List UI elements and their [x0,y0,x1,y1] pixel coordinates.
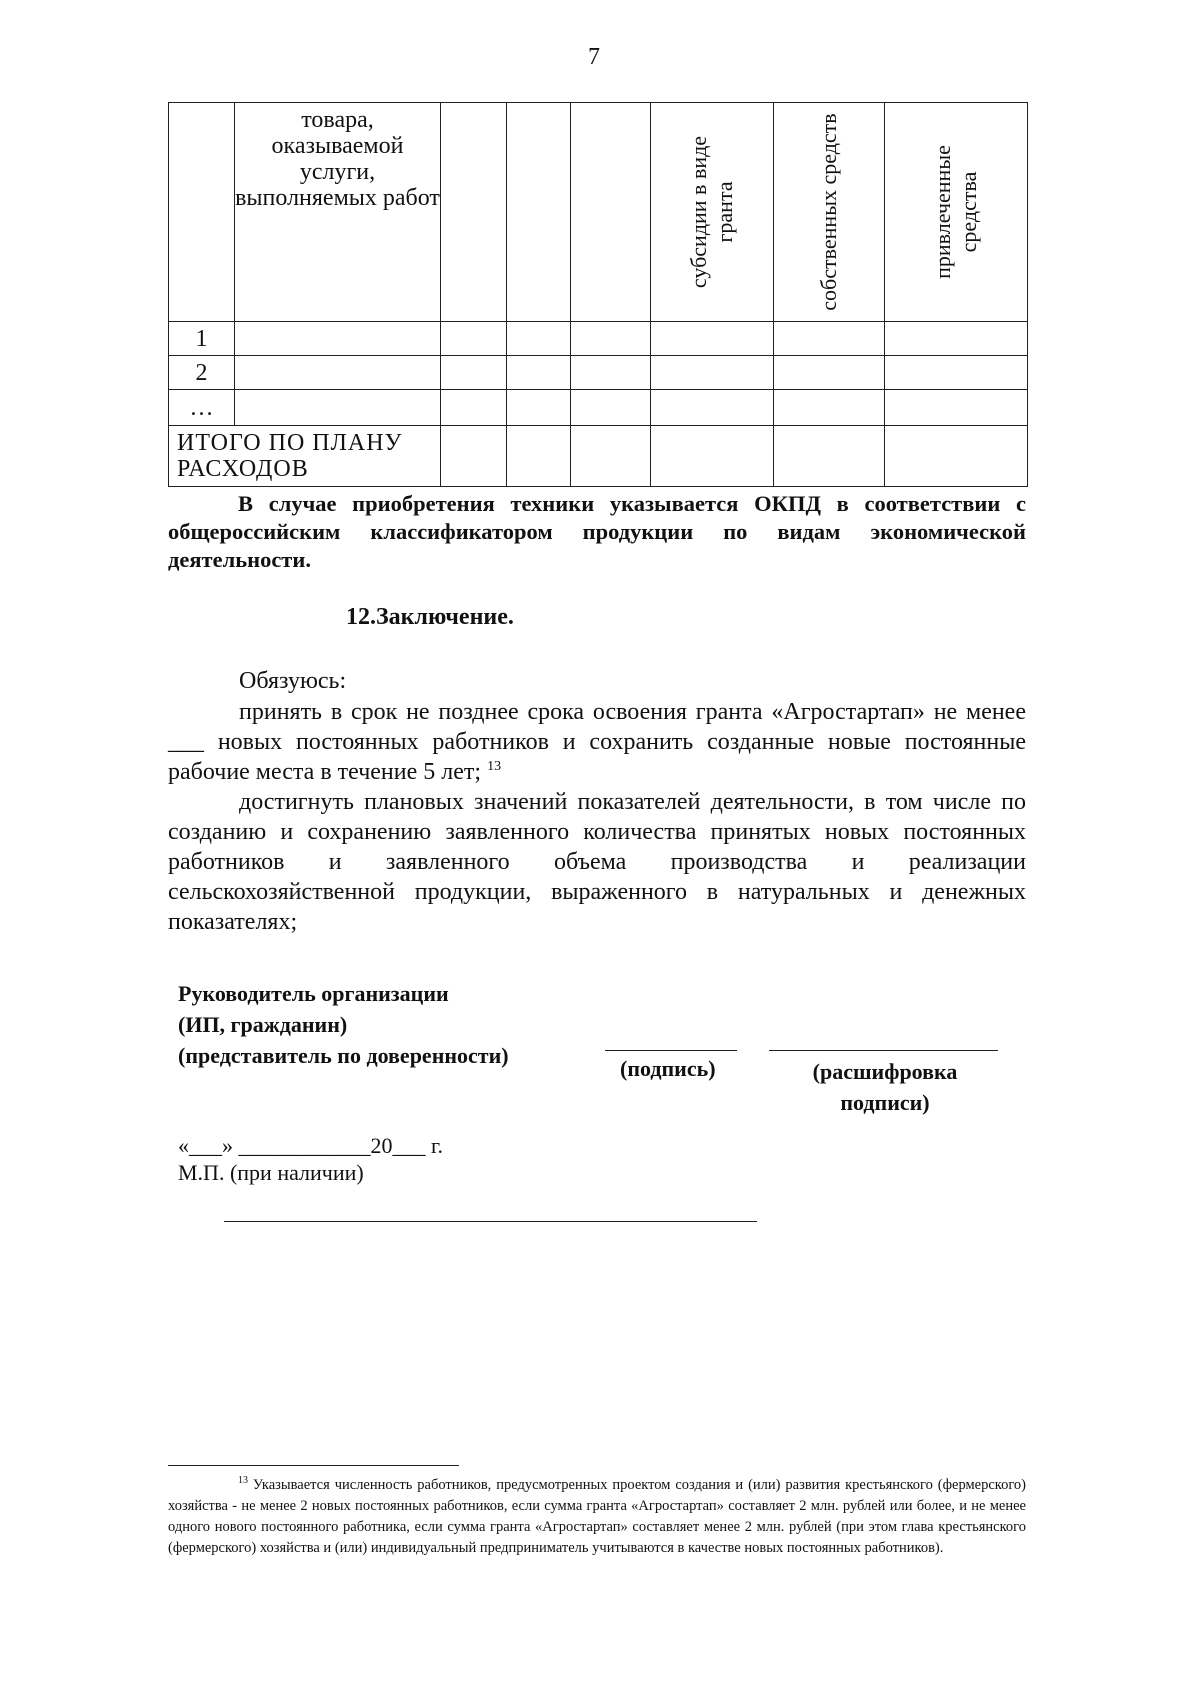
table-cell [571,322,651,356]
header-attracted-funds-text: привлеченные средства [930,145,981,279]
table-cell [774,426,885,487]
row-number: 1 [169,322,235,356]
header-cell-empty [507,103,571,322]
table-cell [885,322,1028,356]
row-number: 2 [169,356,235,390]
date-line: «___» ____________20___ г. [178,1133,444,1158]
table-cell [235,390,441,426]
table-cell [651,356,774,390]
table-cell [571,390,651,426]
decode-caption [780,1056,990,1118]
table-cell [235,322,441,356]
page-number: 7 [588,44,600,70]
decode-caption-line-1: (расшифровка [812,1059,958,1084]
table-row [169,356,1028,390]
header-cell-own-funds [774,103,885,322]
header-cell-grant [651,103,774,322]
blank-line [224,1221,757,1222]
signature-decode-line [769,1050,998,1051]
table-header-row [169,103,1028,322]
table-cell [441,322,507,356]
commitments-intro: Обязуюсь: [239,668,347,694]
table-cell [507,426,571,487]
table-cell [571,356,651,390]
table-cell [885,426,1028,487]
signer-subtitle: (ИП, гражданин) [178,1012,348,1037]
table-cell [885,356,1028,390]
table-cell [774,390,885,426]
table-cell [441,356,507,390]
okpd-note: В случае приобретения техники указывается ОКПД в соответствии с общероссийским классификатором продукции по видам экономической деятельности. [168,491,1026,572]
row-number: … [169,390,235,426]
table-cell [507,390,571,426]
signer-title: Руководитель организации [178,981,449,1006]
decode-caption-line-2: подписи) [840,1090,930,1115]
header-grant-text: субсидии в виде гранта [686,135,737,289]
footnote-ref: 13 [487,759,502,774]
table-cell [507,356,571,390]
section-title: 12.Заключение. [346,604,514,630]
table-cell [774,322,885,356]
table-cell [441,426,507,487]
seal-label: М.П. (при наличии) [178,1160,364,1185]
table-cell [885,390,1028,426]
commitment-clause-2: достигнуть плановых значений показателей деятельности, в том числе по созданию и сохранению заявленного количества принятых новых постоянных работников и заявленного объема производства и реализации сельскохозяйственной продукции, выраженного в натуральных и денежных показателях; [168,789,1026,935]
header-cell-attracted-funds [885,103,1028,322]
table-cell [651,426,774,487]
table-cell [507,322,571,356]
header-cell-empty [571,103,651,322]
table-row [169,322,1028,356]
table-cell [571,426,651,487]
total-label: ИТОГО ПО ПЛАНУ РАСХОДОВ [169,426,441,487]
table-row [169,390,1028,426]
table-cell [774,356,885,390]
commitment-clause-1 [168,697,1026,787]
expense-table [168,102,1027,486]
table-cell [441,390,507,426]
header-own-funds-text: собственных средств [816,113,841,311]
table-cell [235,356,441,390]
footnote-number: 13 [238,1475,248,1487]
signature-line [605,1050,737,1051]
signer-proxy: (представитель по доверенности) [178,1043,509,1068]
clause-1-text: принять в срок не позднее срока освоения гранта «Агростартап» не менее ___ новых постоянных работников и сохранить созданные новые постоянные рабочие места в течение 5 лет; [168,699,1026,785]
table-cell [651,322,774,356]
header-cell-empty [169,103,235,322]
signer-block [178,978,509,1071]
table-cell [651,390,774,426]
header-cell-empty [441,103,507,322]
footnote [168,1475,1026,1559]
signature-caption: (подпись) [620,1056,716,1081]
footnote-text: Указывается численность работников, предусмотренных проектом создания и (или) развития крестьянского (фермерского) хозяйства - не менее 2 новых постоянных работников, если сумма гранта «Агростартап» составляет 2 млн. рублей или более, и не менее одного нового постоянного работника, если сумма гранта «Агростартап» составляет менее 2 млн. рублей (при этом глава крестьянского (фермерского) хозяйства и (или) индивидуальный предприниматель учитываются в качестве новых постоянных работников). [168,1477,1026,1556]
footnote-separator [168,1465,459,1466]
header-cell-item: товара, оказываемой услуги, выполняемых работ [235,103,441,322]
table-total-row [169,426,1028,487]
